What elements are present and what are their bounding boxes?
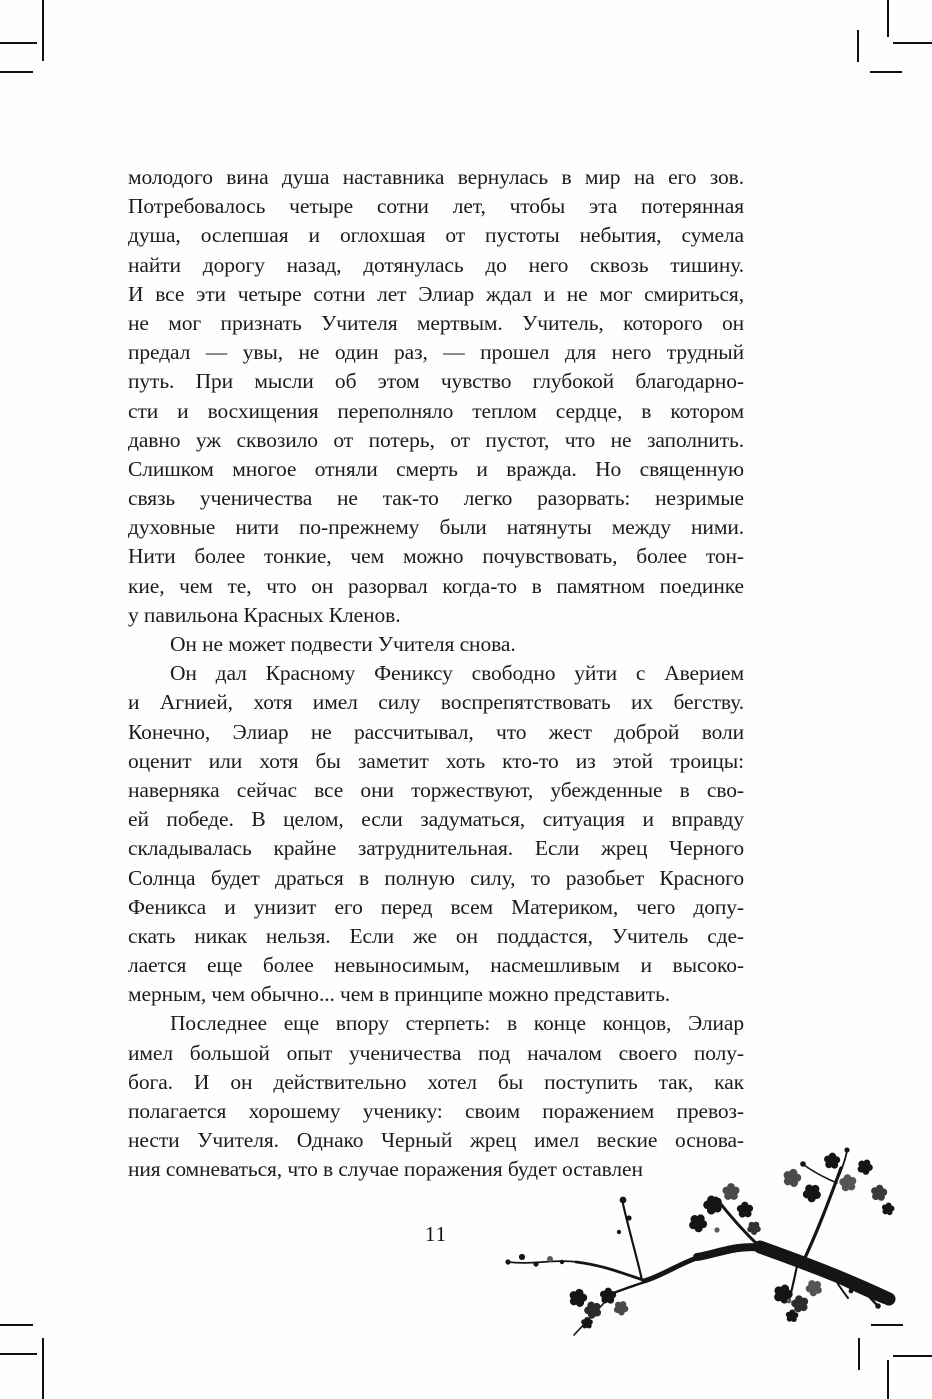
page-number: 11 [424, 1222, 448, 1246]
text-line: Солнца будет драться в полную силу, то разобьет Красного [128, 865, 744, 890]
text-line: Он дал Красному Фениксу свободно уйти с Аверием [170, 661, 744, 686]
text-line: сти и восхищения переполняло теплом сердце, в котором [128, 398, 744, 423]
text-line: молодого вина душа наставника вернулась в мир на его зов. [128, 165, 744, 189]
text-line: наверняка сейчас все они торжествуют, убежденные в сво- [128, 777, 744, 802]
crop-mark [887, 1360, 889, 1399]
crop-mark [893, 42, 932, 44]
crop-mark [0, 1324, 33, 1326]
crop-mark [0, 42, 37, 44]
text-line: давно уж сквозило от потерь, от пустот, что не заполнить. [128, 427, 744, 452]
text-line: полагается хорошему ученику: своим поражением превоз- [128, 1099, 744, 1123]
text-line: скать никак нельзя. Если же он поддастся, Учитель сде- [128, 923, 744, 948]
text-line: Слишком многое отняли смерть и вражда. Но священную [128, 456, 744, 481]
text-line: ей победе. В целом, если задуматься, ситуация и вправду [128, 807, 744, 832]
text-line: и Агнией, хотя имел силу воспрепятствовать их бегству. [128, 690, 744, 715]
crop-mark [857, 30, 859, 62]
crop-mark [870, 71, 902, 73]
crop-mark [887, 0, 889, 37]
text-line: Конечно, Элиар не рассчитывал, что жест доброй воли [128, 719, 744, 744]
body-text [128, 163, 744, 1185]
text-line: у павильона Красных Кленов. [128, 602, 401, 627]
text-line: лается еще более невыносимым, насмешливым и высоко- [128, 953, 744, 978]
text-line: связь ученичества не так-то легко разорвать: незримые [128, 486, 744, 511]
text-line: Последнее еще впору стерпеть: в конце концов, Элиар [170, 1011, 744, 1036]
text-line: складывалась крайне затруднительная. Если жрец Черного [128, 836, 744, 861]
text-line: Нити более тонкие, чем можно почувствовать, более тон- [128, 544, 744, 569]
plum-blossom-branch-icon [492, 1138, 932, 1348]
text-line: бога. И он действительно хотел бы поступить так, как [128, 1069, 744, 1094]
text-line: Он не может подвести Учителя снова. [170, 632, 516, 656]
crop-mark [0, 1353, 37, 1355]
text-line: мерным, чем обычно... чем в принципе можно представить. [128, 982, 671, 1007]
text-line: Феникса и унизит его перед всем Материком, чего допу- [128, 894, 744, 919]
text-line: И все эти четыре сотни лет Элиар ждал и не мог смириться, [128, 281, 744, 306]
crop-mark [42, 1338, 44, 1399]
text-line: нести Учителя. Однако Черный жрец имел веские основа- [128, 1128, 744, 1153]
crop-mark [0, 71, 33, 73]
crop-mark [42, 0, 44, 61]
text-line: кие, чем те, что он разорвал когда-то в памятном поединке [128, 573, 744, 598]
text-line: предал — увы, не один раз, — прошел для него трудный [128, 340, 744, 365]
text-line: ния сомневаться, что в случае поражения будет оставлен [128, 1157, 643, 1182]
text-line: путь. При мысли об этом чувство глубокой благодарно- [128, 369, 744, 394]
text-line: не мог признать Учителя мертвым. Учитель, которого он [128, 310, 744, 335]
text-line: Потребовалось четыре сотни лет, чтобы эта потерянная [128, 194, 744, 219]
text-line: духовные нити по-прежнему были натянуты между ними. [128, 515, 744, 540]
text-line: оценит или хотя бы заметит хоть кто-то из этой троицы: [128, 748, 744, 773]
text-line: душа, ослепшая и оглохшая от пустоты небытия, сумела [128, 223, 744, 248]
crop-mark [893, 1355, 932, 1357]
text-line: имел большой опыт ученичества под началом своего полу- [128, 1040, 744, 1065]
text-line: найти дорогу назад, дотянулась до него сквозь тишину. [128, 252, 744, 277]
